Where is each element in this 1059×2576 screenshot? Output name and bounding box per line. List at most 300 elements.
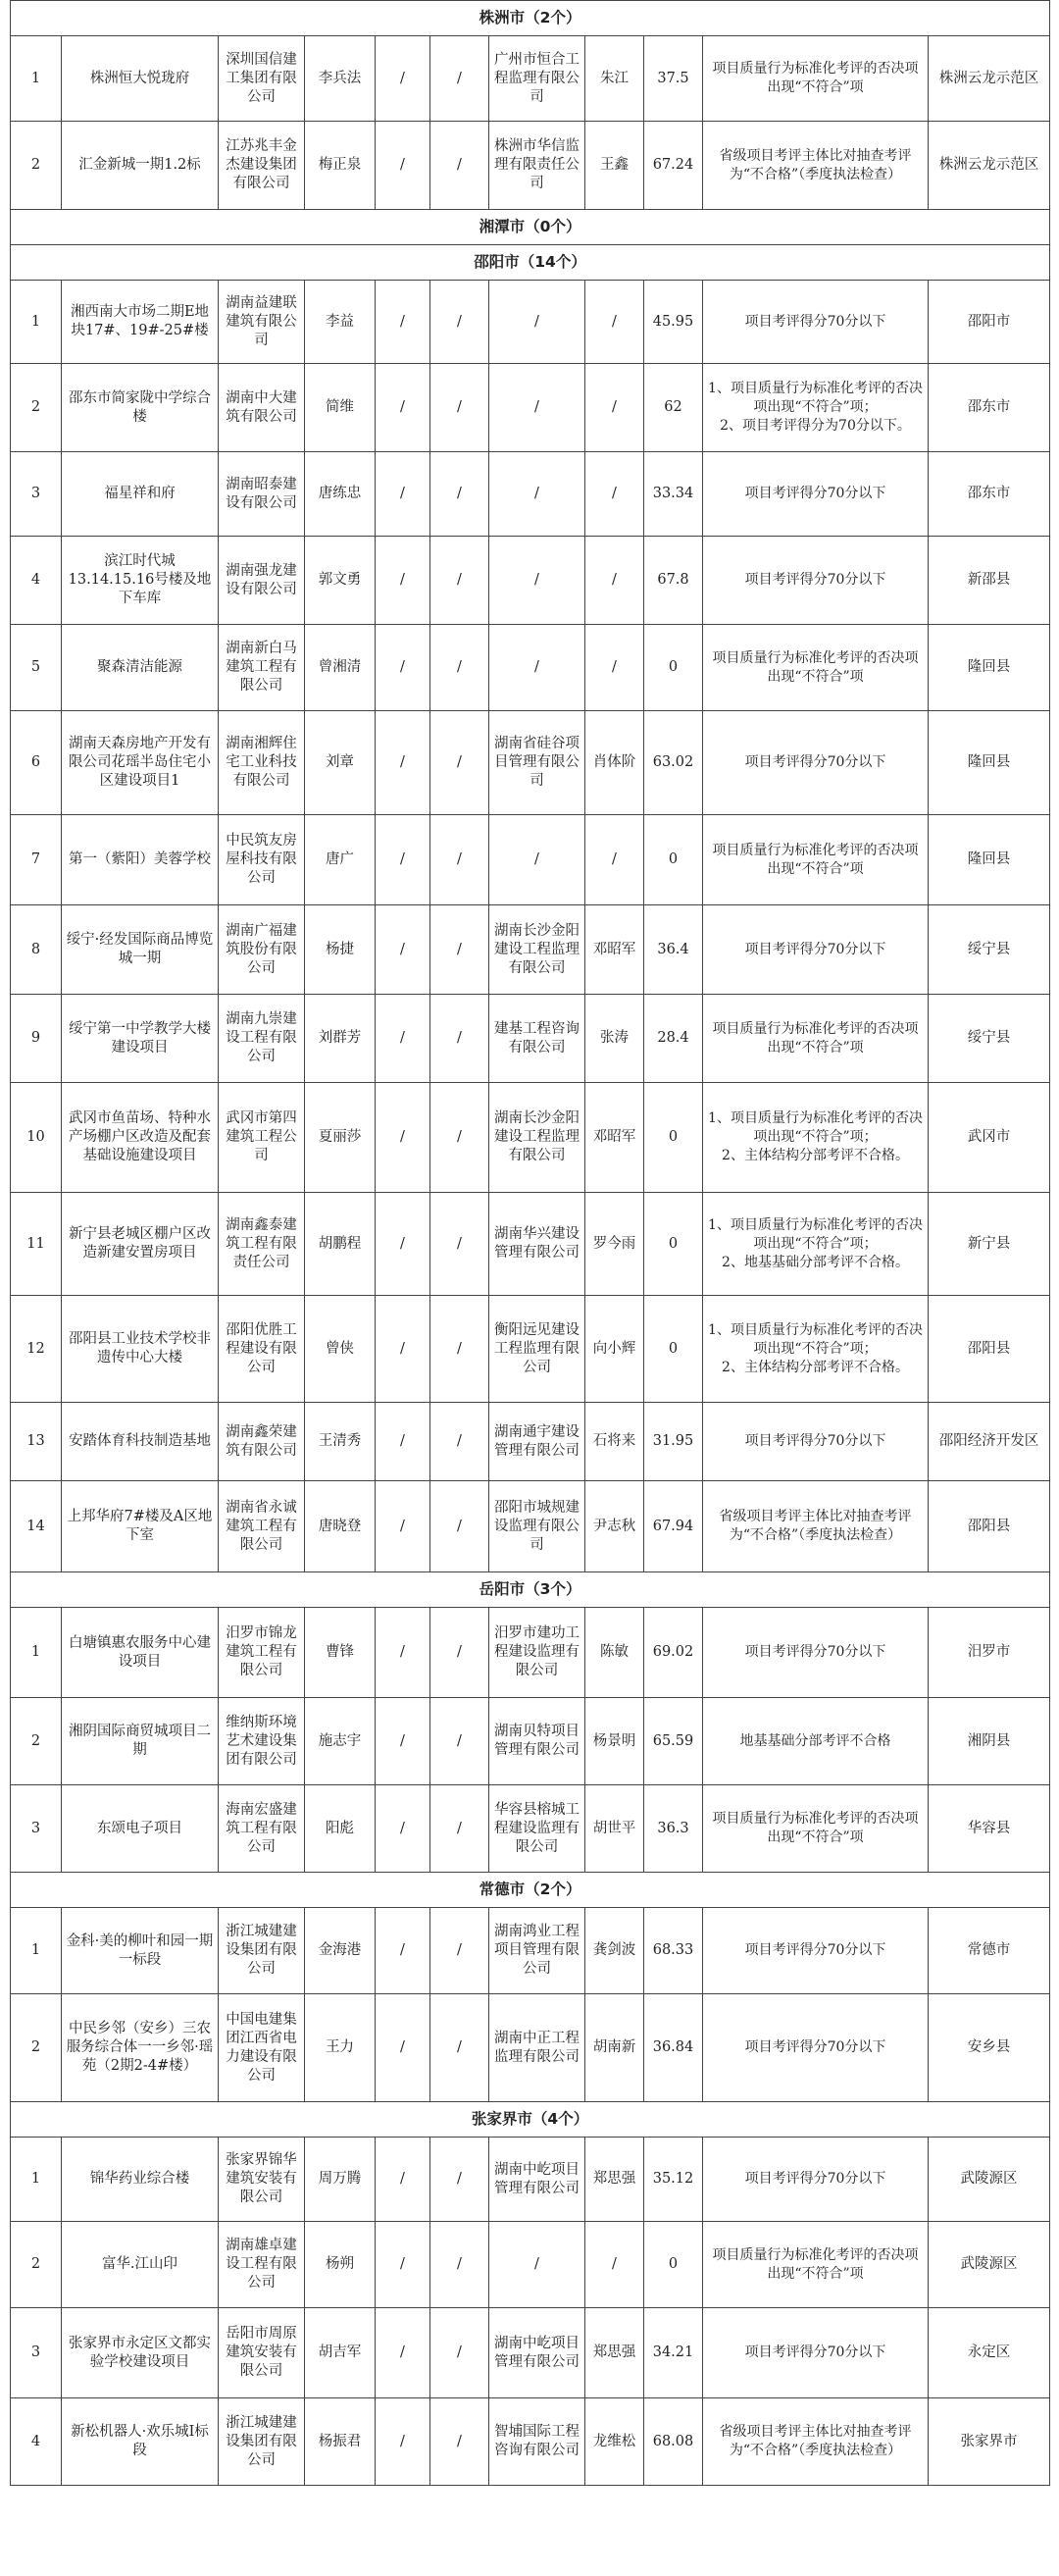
region: 邵阳市 [929, 281, 1050, 364]
reason: 项目考评得分70分以下 [703, 1994, 929, 2102]
chief-supervisor: 尹志秋 [585, 1481, 644, 1572]
row-index: 7 [11, 815, 62, 905]
col-blank-1: / [376, 1403, 430, 1481]
reason: 项目考评得分70分以下 [703, 905, 929, 995]
table-row [11, 1193, 1050, 1296]
col-blank-1: / [376, 1994, 430, 2102]
supervision-unit: 湖南贝特项目管理有限公司 [489, 1698, 585, 1785]
construction-unit: 湖南新白马建筑工程有限公司 [219, 625, 305, 711]
reason: 项目考评得分70分以下 [703, 1403, 929, 1481]
project-name: 中民乡邻（安乡）三农服务综合体一一乡邻·瑶苑（2期2-4#楼） [62, 1994, 219, 2102]
region: 华容县 [929, 1785, 1050, 1873]
region: 隆回县 [929, 815, 1050, 905]
score: 0 [644, 625, 703, 711]
region: 隆回县 [929, 711, 1050, 815]
col-blank-1: / [376, 1608, 430, 1698]
supervision-unit: / [489, 2222, 585, 2308]
supervision-unit: / [489, 364, 585, 452]
project-manager: 曹锋 [305, 1608, 376, 1698]
row-index: 1 [11, 281, 62, 364]
project-name: 聚森清洁能源 [62, 625, 219, 711]
col-blank-2: / [430, 452, 489, 537]
row-index: 1 [11, 36, 62, 122]
supervision-unit: 湖南中屹项目管理有限公司 [489, 2308, 585, 2398]
col-blank-1: / [376, 905, 430, 995]
region: 邵东市 [929, 364, 1050, 452]
reason: 项目考评得分70分以下 [703, 1908, 929, 1994]
region: 安乡县 [929, 1994, 1050, 2102]
chief-supervisor: 胡世平 [585, 1785, 644, 1873]
project-name: 新松机器人·欢乐城Ⅰ标段 [62, 2398, 219, 2486]
row-index: 2 [11, 1698, 62, 1785]
col-blank-2: / [430, 1908, 489, 1994]
row-index: 3 [11, 2308, 62, 2398]
col-blank-2: / [430, 2138, 489, 2222]
region: 株洲云龙示范区 [929, 122, 1050, 210]
reason: 项目考评得分70分以下 [703, 2308, 929, 2398]
row-index: 11 [11, 1193, 62, 1296]
project-manager: 简维 [305, 364, 376, 452]
project-manager: 杨捷 [305, 905, 376, 995]
reason: 1、项目质量行为标准化考评的否决项出现“不符合”项； 2、主体结构分部考评不合格。 [703, 1296, 929, 1403]
supervision-unit: 株洲市华信监理有限责任公司 [489, 122, 585, 210]
project-manager: 刘章 [305, 711, 376, 815]
project-name: 富华.江山印 [62, 2222, 219, 2308]
score: 34.21 [644, 2308, 703, 2398]
col-blank-1: / [376, 1698, 430, 1785]
project-name: 金科·美的柳叶和园一期一标段 [62, 1908, 219, 1994]
region: 株洲云龙示范区 [929, 36, 1050, 122]
project-manager: 杨朔 [305, 2222, 376, 2308]
col-blank-2: / [430, 815, 489, 905]
col-blank-1: / [376, 1481, 430, 1572]
construction-unit: 湖南九崇建设工程有限公司 [219, 995, 305, 1083]
table-row [11, 2222, 1050, 2308]
col-blank-1: / [376, 122, 430, 210]
row-index: 12 [11, 1296, 62, 1403]
project-name: 绥宁第一中学教学大楼建设项目 [62, 995, 219, 1083]
col-blank-1: / [376, 452, 430, 537]
reason: 1、项目质量行为标准化考评的否决项出现“不符合”项； 2、地基基础分部考评不合格。 [703, 1193, 929, 1296]
col-blank-2: / [430, 281, 489, 364]
score: 0 [644, 1193, 703, 1296]
supervision-unit: 湖南通宇建设管理有限公司 [489, 1403, 585, 1481]
construction-unit: 中国电建集团江西省电力建设有限公司 [219, 1994, 305, 2102]
project-name: 汇金新城一期1.2标 [62, 122, 219, 210]
supervision-unit: 湖南华兴建设管理有限公司 [489, 1193, 585, 1296]
project-manager: 杨振君 [305, 2398, 376, 2486]
project-name: 新宁县老城区棚户区改造新建安置房项目 [62, 1193, 219, 1296]
construction-unit: 邵阳优胜工程建设有限公司 [219, 1296, 305, 1403]
region: 邵东市 [929, 452, 1050, 537]
score: 31.95 [644, 1403, 703, 1481]
region: 邵阳县 [929, 1481, 1050, 1572]
col-blank-2: / [430, 537, 489, 625]
region: 绥宁县 [929, 905, 1050, 995]
reason: 项目质量行为标准化考评的否决项出现“不符合”项 [703, 815, 929, 905]
reason: 项目考评得分70分以下 [703, 711, 929, 815]
project-manager: 胡吉军 [305, 2308, 376, 2398]
chief-supervisor: 向小辉 [585, 1296, 644, 1403]
project-name: 湖南天森房地产开发有限公司花瑶半岛住宅小区建设项目1 [62, 711, 219, 815]
score: 36.84 [644, 1994, 703, 2102]
row-index: 2 [11, 364, 62, 452]
reason: 省级项目考评主体比对抽查考评为“不合格”（季度执法检查） [703, 122, 929, 210]
score: 0 [644, 2222, 703, 2308]
reason: 项目考评得分70分以下 [703, 281, 929, 364]
col-blank-2: / [430, 1698, 489, 1785]
project-manager: 胡鹏程 [305, 1193, 376, 1296]
construction-unit: 湖南昭泰建设有限公司 [219, 452, 305, 537]
project-manager: 阳彪 [305, 1785, 376, 1873]
col-blank-2: / [430, 1403, 489, 1481]
col-blank-2: / [430, 2308, 489, 2398]
project-name: 滨江时代城13.14.15.16号楼及地下车库 [62, 537, 219, 625]
row-index: 2 [11, 2222, 62, 2308]
supervision-unit: / [489, 452, 585, 537]
reason: 项目考评得分70分以下 [703, 452, 929, 537]
construction-unit: 湖南鑫荣建筑有限公司 [219, 1403, 305, 1481]
col-blank-1: / [376, 1785, 430, 1873]
score: 0 [644, 815, 703, 905]
construction-unit: 湖南强龙建设有限公司 [219, 537, 305, 625]
row-index: 2 [11, 122, 62, 210]
region: 湘阴县 [929, 1698, 1050, 1785]
col-blank-2: / [430, 2222, 489, 2308]
reason: 项目质量行为标准化考评的否决项出现“不符合”项 [703, 625, 929, 711]
col-blank-2: / [430, 36, 489, 122]
chief-supervisor: 王鑫 [585, 122, 644, 210]
chief-supervisor: 石将来 [585, 1403, 644, 1481]
construction-unit: 湖南鑫泰建筑工程有限责任公司 [219, 1193, 305, 1296]
score: 36.3 [644, 1785, 703, 1873]
col-blank-2: / [430, 122, 489, 210]
section-header-row [11, 2102, 1050, 2138]
chief-supervisor: 朱江 [585, 36, 644, 122]
supervision-unit: 华容县榕城工程建设监理有限公司 [489, 1785, 585, 1873]
table-row [11, 1908, 1050, 1994]
table-row [11, 1698, 1050, 1785]
project-manager: 唐广 [305, 815, 376, 905]
region: 汨罗市 [929, 1608, 1050, 1698]
project-name: 张家界市永定区文都实验学校建设项目 [62, 2308, 219, 2398]
col-blank-1: / [376, 1193, 430, 1296]
col-blank-2: / [430, 625, 489, 711]
col-blank-2: / [430, 1193, 489, 1296]
supervision-unit: 湖南长沙金阳建设工程监理有限公司 [489, 1083, 585, 1193]
row-index: 14 [11, 1481, 62, 1572]
chief-supervisor: 郑思强 [585, 2308, 644, 2398]
table-row [11, 1994, 1050, 2102]
chief-supervisor: 龙维松 [585, 2398, 644, 2486]
col-blank-2: / [430, 711, 489, 815]
project-manager: 曾湘清 [305, 625, 376, 711]
score: 67.94 [644, 1481, 703, 1572]
project-manager: 梅正泉 [305, 122, 376, 210]
table-row [11, 2308, 1050, 2398]
table-row [11, 281, 1050, 364]
project-name: 东颂电子项目 [62, 1785, 219, 1873]
score: 36.4 [644, 905, 703, 995]
row-index: 13 [11, 1403, 62, 1481]
col-blank-1: / [376, 364, 430, 452]
project-manager: 李兵法 [305, 36, 376, 122]
score: 68.33 [644, 1908, 703, 1994]
score: 0 [644, 1083, 703, 1193]
construction-unit: 张家界锦华建筑安装有限公司 [219, 2138, 305, 2222]
score: 37.5 [644, 36, 703, 122]
construction-unit: 浙江城建建设集团有限公司 [219, 2398, 305, 2486]
table-row [11, 995, 1050, 1083]
table-body [11, 1, 1050, 2486]
project-name: 绥宁·经发国际商品博览城一期 [62, 905, 219, 995]
col-blank-2: / [430, 1481, 489, 1572]
construction-unit: 湖南益建联建筑有限公司 [219, 281, 305, 364]
reason: 项目考评得分70分以下 [703, 537, 929, 625]
project-name: 湘阴国际商贸城项目二期 [62, 1698, 219, 1785]
col-blank-1: / [376, 1296, 430, 1403]
col-blank-1: / [376, 625, 430, 711]
section-title: 常德市（2个） [11, 1873, 1050, 1908]
chief-supervisor: / [585, 815, 644, 905]
table-row [11, 2138, 1050, 2222]
row-index: 4 [11, 537, 62, 625]
score: 63.02 [644, 711, 703, 815]
project-name: 安踏体育科技制造基地 [62, 1403, 219, 1481]
col-blank-1: / [376, 711, 430, 815]
supervision-unit: 湖南中正工程监理有限公司 [489, 1994, 585, 2102]
supervision-unit: 湖南省硅谷项目管理有限公司 [489, 711, 585, 815]
project-name: 上邦华府7#楼及A区地下室 [62, 1481, 219, 1572]
project-name: 第一（紫阳）美蓉学校 [62, 815, 219, 905]
reason: 项目质量行为标准化考评的否决项出现“不符合”项 [703, 2222, 929, 2308]
region: 张家界市 [929, 2398, 1050, 2486]
supervision-unit: 湖南鸿业工程项目管理有限公司 [489, 1908, 585, 1994]
col-blank-2: / [430, 1296, 489, 1403]
col-blank-2: / [430, 905, 489, 995]
chief-supervisor: / [585, 625, 644, 711]
chief-supervisor: 邓昭军 [585, 905, 644, 995]
col-blank-1: / [376, 36, 430, 122]
supervision-unit: 汨罗市建功工程建设监理有限公司 [489, 1608, 585, 1698]
reason: 地基基础分部考评不合格 [703, 1698, 929, 1785]
project-manager: 郭文勇 [305, 537, 376, 625]
region: 隆回县 [929, 625, 1050, 711]
col-blank-2: / [430, 1785, 489, 1873]
row-index: 6 [11, 711, 62, 815]
reason: 项目质量行为标准化考评的否决项出现“不符合”项 [703, 36, 929, 122]
chief-supervisor: 罗今雨 [585, 1193, 644, 1296]
score: 62 [644, 364, 703, 452]
supervision-unit: / [489, 281, 585, 364]
col-blank-1: / [376, 2398, 430, 2486]
table-row [11, 122, 1050, 210]
col-blank-2: / [430, 2398, 489, 2486]
region: 邵阳县 [929, 1296, 1050, 1403]
construction-unit: 汨罗市锦龙建筑工程有限公司 [219, 1608, 305, 1698]
region: 永定区 [929, 2308, 1050, 2398]
supervision-unit: 邵阳市城规建设监理有限公司 [489, 1481, 585, 1572]
project-name: 湘西南大市场二期E地块17#、19#-25#楼 [62, 281, 219, 364]
table-row [11, 1403, 1050, 1481]
col-blank-1: / [376, 995, 430, 1083]
score: 28.4 [644, 995, 703, 1083]
row-index: 3 [11, 452, 62, 537]
table-row [11, 364, 1050, 452]
col-blank-2: / [430, 1994, 489, 2102]
col-blank-2: / [430, 1083, 489, 1193]
score: 68.08 [644, 2398, 703, 2486]
reason: 项目质量行为标准化考评的否决项出现“不符合”项 [703, 995, 929, 1083]
score: 65.59 [644, 1698, 703, 1785]
col-blank-1: / [376, 281, 430, 364]
chief-supervisor: / [585, 281, 644, 364]
chief-supervisor: 肖体阶 [585, 711, 644, 815]
chief-supervisor: 邓昭军 [585, 1083, 644, 1193]
table-row [11, 1481, 1050, 1572]
row-index: 5 [11, 625, 62, 711]
table-row [11, 2398, 1050, 2486]
section-header-row [11, 1572, 1050, 1608]
row-index: 9 [11, 995, 62, 1083]
project-manager: 李益 [305, 281, 376, 364]
project-manager: 金海港 [305, 1908, 376, 1994]
col-blank-2: / [430, 995, 489, 1083]
section-header-row [11, 210, 1050, 245]
construction-unit: 浙江城建建设集团有限公司 [219, 1908, 305, 1994]
project-manager: 夏丽莎 [305, 1083, 376, 1193]
construction-unit: 维纳斯环境艺术建设集团有限公司 [219, 1698, 305, 1785]
table-row [11, 1296, 1050, 1403]
section-title: 湘潭市（0个） [11, 210, 1050, 245]
reason: 项目质量行为标准化考评的否决项出现“不符合”项 [703, 1785, 929, 1873]
project-manager: 周万腾 [305, 2138, 376, 2222]
section-header-row [11, 1873, 1050, 1908]
supervision-unit: 广州市恒合工程监理有限公司 [489, 36, 585, 122]
supervision-unit: / [489, 537, 585, 625]
score: 0 [644, 1296, 703, 1403]
row-index: 3 [11, 1785, 62, 1873]
project-manager: 曾侠 [305, 1296, 376, 1403]
project-manager: 王清秀 [305, 1403, 376, 1481]
table-row [11, 1083, 1050, 1193]
chief-supervisor: 胡南新 [585, 1994, 644, 2102]
row-index: 4 [11, 2398, 62, 2486]
project-name: 白塘镇惠农服务中心建设项目 [62, 1608, 219, 1698]
row-index: 1 [11, 2138, 62, 2222]
region: 新邵县 [929, 537, 1050, 625]
table-row [11, 36, 1050, 122]
supervision-unit: 智埔国际工程咨询有限公司 [489, 2398, 585, 2486]
row-index: 8 [11, 905, 62, 995]
section-title: 株洲市（2个） [11, 1, 1050, 36]
chief-supervisor: / [585, 364, 644, 452]
section-title: 岳阳市（3个） [11, 1572, 1050, 1608]
score: 67.24 [644, 122, 703, 210]
region: 武陵源区 [929, 2138, 1050, 2222]
supervision-unit: 湖南中屹项目管理有限公司 [489, 2138, 585, 2222]
col-blank-1: / [376, 2308, 430, 2398]
reason: 1、项目质量行为标准化考评的否决项出现“不符合”项； 2、主体结构分部考评不合格。 [703, 1083, 929, 1193]
reason: 1、项目质量行为标准化考评的否决项出现“不符合”项； 2、项目考评得分为70分以下。 [703, 364, 929, 452]
table-row [11, 905, 1050, 995]
project-manager: 唐晓登 [305, 1481, 376, 1572]
col-blank-1: / [376, 2222, 430, 2308]
chief-supervisor: 杨景明 [585, 1698, 644, 1785]
project-manager: 王力 [305, 1994, 376, 2102]
region: 武陵源区 [929, 2222, 1050, 2308]
score: 35.12 [644, 2138, 703, 2222]
score: 45.95 [644, 281, 703, 364]
project-manager: 唐练忠 [305, 452, 376, 537]
supervision-unit: 湖南长沙金阳建设工程监理有限公司 [489, 905, 585, 995]
col-blank-2: / [430, 1608, 489, 1698]
region: 武冈市 [929, 1083, 1050, 1193]
construction-unit: 岳阳市周原建筑安装有限公司 [219, 2308, 305, 2398]
section-header-row [11, 245, 1050, 281]
col-blank-1: / [376, 815, 430, 905]
score: 69.02 [644, 1608, 703, 1698]
chief-supervisor: 张涛 [585, 995, 644, 1083]
construction-unit: 江苏兆丰金杰建设集团有限公司 [219, 122, 305, 210]
construction-unit: 中民筑友房屋科技有限公司 [219, 815, 305, 905]
project-manager: 刘群芳 [305, 995, 376, 1083]
table-row [11, 711, 1050, 815]
project-table [10, 0, 1050, 2486]
project-name: 锦华药业综合楼 [62, 2138, 219, 2222]
col-blank-1: / [376, 537, 430, 625]
construction-unit: 深圳国信建工集团有限公司 [219, 36, 305, 122]
section-title: 邵阳市（14个） [11, 245, 1050, 281]
construction-unit: 湖南广福建筑股份有限公司 [219, 905, 305, 995]
chief-supervisor: / [585, 452, 644, 537]
table-row [11, 1608, 1050, 1698]
row-index: 1 [11, 1908, 62, 1994]
supervision-unit: 建基工程咨询有限公司 [489, 995, 585, 1083]
score: 67.8 [644, 537, 703, 625]
chief-supervisor: / [585, 2222, 644, 2308]
project-name: 武冈市鱼苗场、特种水产场棚户区改造及配套基础设施建设项目 [62, 1083, 219, 1193]
score: 33.34 [644, 452, 703, 537]
construction-unit: 武冈市第四建筑工程公司 [219, 1083, 305, 1193]
region: 新宁县 [929, 1193, 1050, 1296]
reason: 省级项目考评主体比对抽查考评为“不合格”（季度执法检查） [703, 2398, 929, 2486]
region: 绥宁县 [929, 995, 1050, 1083]
row-index: 10 [11, 1083, 62, 1193]
row-index: 1 [11, 1608, 62, 1698]
reason: 项目考评得分70分以下 [703, 1608, 929, 1698]
row-index: 2 [11, 1994, 62, 2102]
col-blank-1: / [376, 1908, 430, 1994]
chief-supervisor: 龚剑波 [585, 1908, 644, 1994]
project-name: 邵东市简家陇中学综合楼 [62, 364, 219, 452]
chief-supervisor: / [585, 537, 644, 625]
table-row [11, 537, 1050, 625]
col-blank-1: / [376, 1083, 430, 1193]
table-row [11, 815, 1050, 905]
construction-unit: 湖南湘辉住宅工业科技有限公司 [219, 711, 305, 815]
supervision-unit: / [489, 815, 585, 905]
project-name: 株洲恒大悦珑府 [62, 36, 219, 122]
table-row [11, 1785, 1050, 1873]
col-blank-1: / [376, 2138, 430, 2222]
construction-unit: 湖南中大建筑有限公司 [219, 364, 305, 452]
project-name: 福星祥和府 [62, 452, 219, 537]
region: 邵阳经济开发区 [929, 1403, 1050, 1481]
project-name: 邵阳县工业技术学校非遗传中心大楼 [62, 1296, 219, 1403]
supervision-unit: 衡阳远见建设工程监理有限公司 [489, 1296, 585, 1403]
supervision-unit: / [489, 625, 585, 711]
